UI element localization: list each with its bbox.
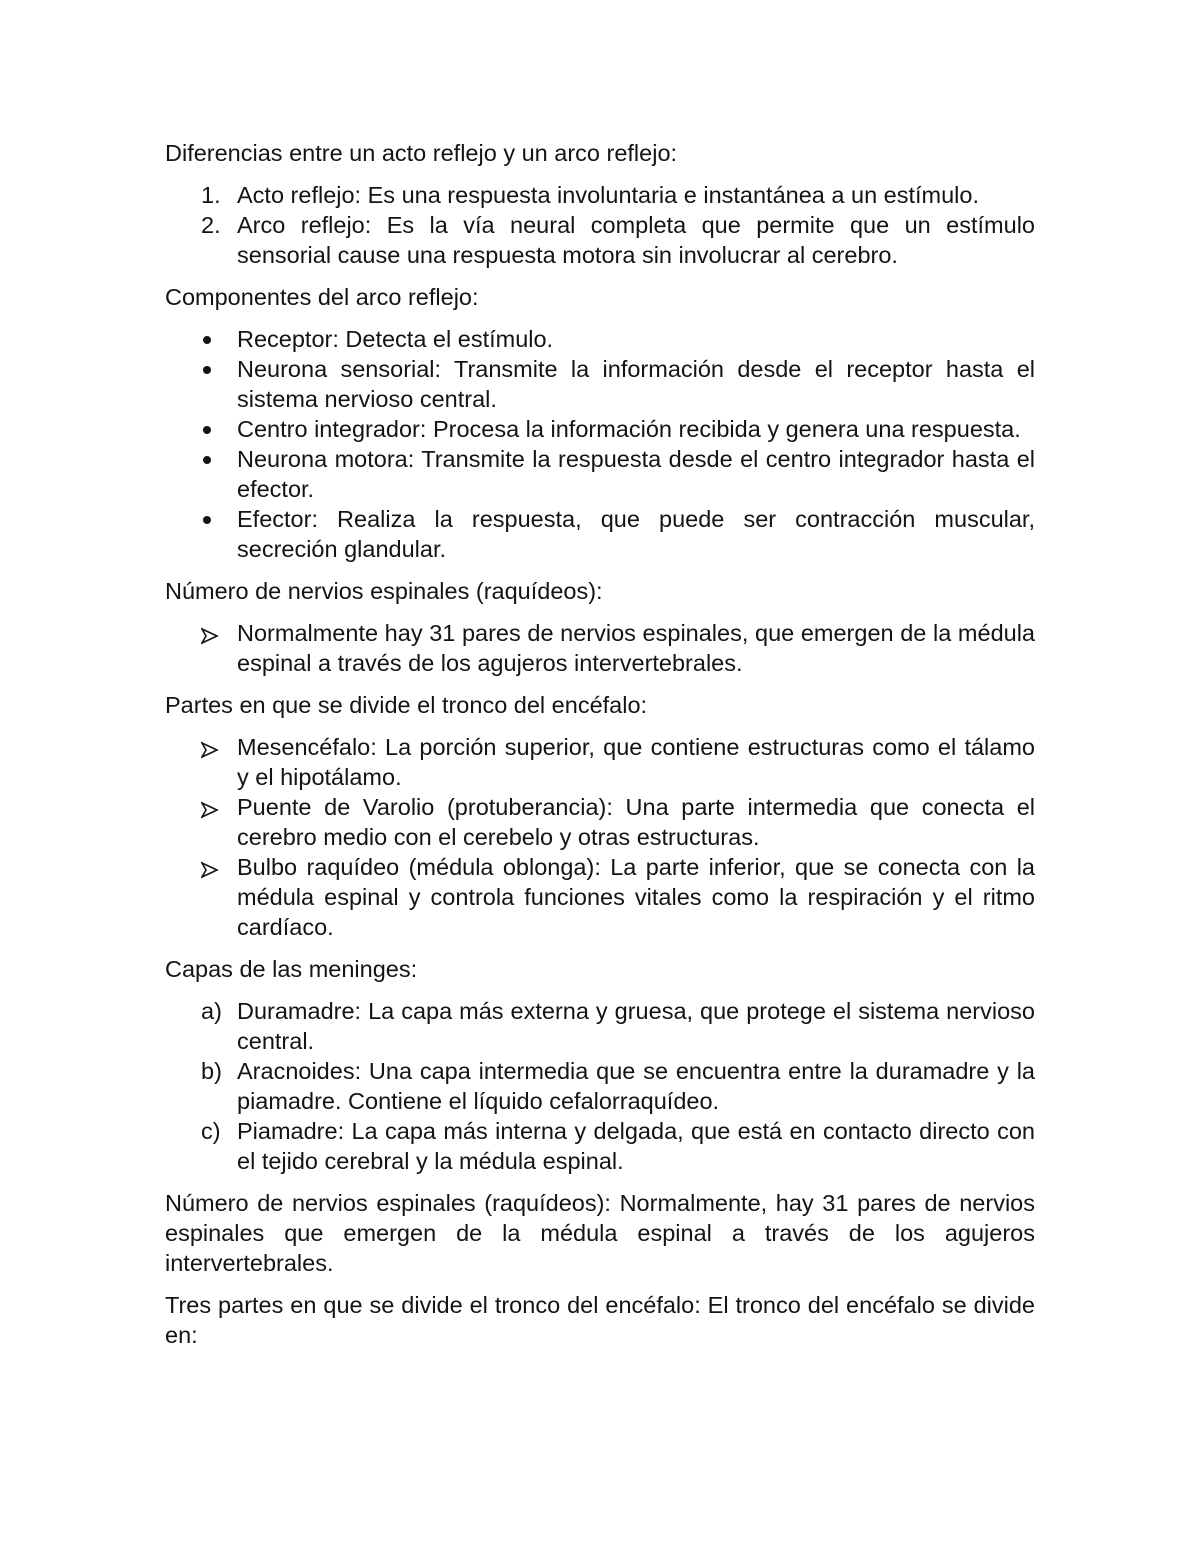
list-item <box>165 732 1035 792</box>
list-item <box>165 180 1035 210</box>
section-heading-meninges-layers: Capas de las meninges: <box>165 956 418 982</box>
list-letter: a) <box>201 998 222 1024</box>
list-item-text: Neurona sensorial: Transmite la información desde el receptor hasta el sistema nervioso central. <box>237 356 1035 412</box>
lettered-list <box>165 996 1035 1176</box>
list-item <box>165 618 1035 678</box>
list-item-text: Bulbo raquídeo (médula oblonga): La parte inferior, que se conecta con la médula espinal y controla funciones vitales como la respiración y el ritmo cardíaco. <box>237 854 1035 940</box>
list-number: 2. <box>201 212 221 238</box>
list-item-text: Normalmente hay 31 pares de nervios espinales, que emergen de la médula espinal a través de los agujeros intervertebrales. <box>237 620 1035 676</box>
section-heading-brainstem-parts: Partes en que se divide el tronco del encéfalo: <box>165 692 648 718</box>
arrowhead-bullet-icon <box>201 732 233 762</box>
section-heading-spinal-nerves: Número de nervios espinales (raquídeos): <box>165 578 603 604</box>
list-item-text: Efector: Realiza la respuesta, que puede ser contracción muscular, secreción glandular. <box>237 506 1035 562</box>
list-item <box>165 852 1035 942</box>
list-item <box>165 354 1035 414</box>
list-item <box>165 504 1035 564</box>
list-item <box>165 210 1035 270</box>
list-item-text: Arco reflejo: Es la vía neural completa que permite que un estímulo sensorial cause una respuesta motora sin involucrar al cerebro. <box>237 212 1035 268</box>
list-item-text: Piamadre: La capa más interna y delgada, que está en contacto directo con el tejido cerebral y la médula espinal. <box>237 1118 1035 1174</box>
list-number: 1. <box>201 182 221 208</box>
section-heading-reflex-arc-components: Componentes del arco reflejo: <box>165 284 479 310</box>
bullet-icon <box>201 354 233 384</box>
list-item-text: Aracnoides: Una capa intermedia que se encuentra entre la duramadre y la piamadre. Contiene el líquido cefalorraquídeo. <box>237 1058 1035 1114</box>
list-item-text: Acto reflejo: Es una respuesta involuntaria e instantánea a un estímulo. <box>237 182 980 208</box>
list-item-text: Mesencéfalo: La porción superior, que contiene estructuras como el tálamo y el hipotálamo. <box>237 734 1035 790</box>
list-item-text: Neurona motora: Transmite la respuesta desde el centro integrador hasta el efector. <box>237 446 1035 502</box>
bullet-icon <box>201 414 233 444</box>
bullet-icon <box>201 444 233 474</box>
paragraph-brainstem: Tres partes en que se divide el tronco del encéfalo: El tronco del encéfalo se divide en: <box>165 1292 1035 1348</box>
section-heading-reflex-differences: Diferencias entre un acto reflejo y un arco reflejo: <box>165 140 678 166</box>
list-item <box>165 414 1035 444</box>
numbered-list <box>165 180 1035 270</box>
list-letter: c) <box>201 1118 221 1144</box>
list-item-text: Duramadre: La capa más externa y gruesa, que protege el sistema nervioso central. <box>237 998 1035 1054</box>
arrowhead-bullet-icon <box>201 852 233 882</box>
bullet-icon <box>201 324 233 354</box>
arrowhead-bullet-icon <box>201 618 233 648</box>
list-item-text: Puente de Varolio (protuberancia): Una parte intermedia que conecta el cerebro medio con el cerebelo y otras estructuras. <box>237 794 1035 850</box>
bullet-icon <box>201 504 233 534</box>
list-item <box>165 996 1035 1056</box>
list-item-text: Receptor: Detecta el estímulo. <box>237 326 554 352</box>
list-item <box>165 1056 1035 1116</box>
list-item <box>165 1116 1035 1176</box>
arrow-list <box>165 732 1035 942</box>
list-item-text: Centro integrador: Procesa la información recibida y genera una respuesta. <box>237 416 1021 442</box>
list-item <box>165 444 1035 504</box>
list-letter: b) <box>201 1058 222 1084</box>
list-item <box>165 324 1035 354</box>
arrow-list <box>165 618 1035 678</box>
paragraph-spinal-nerves: Número de nervios espinales (raquídeos): Normalmente, hay 31 pares de nervios espinales que emergen de la médula espinal a través de los agujeros intervertebrales. <box>165 1190 1035 1276</box>
bullet-list <box>165 324 1035 564</box>
arrowhead-bullet-icon <box>201 792 233 822</box>
list-item <box>165 792 1035 852</box>
document-page <box>165 138 1035 1362</box>
